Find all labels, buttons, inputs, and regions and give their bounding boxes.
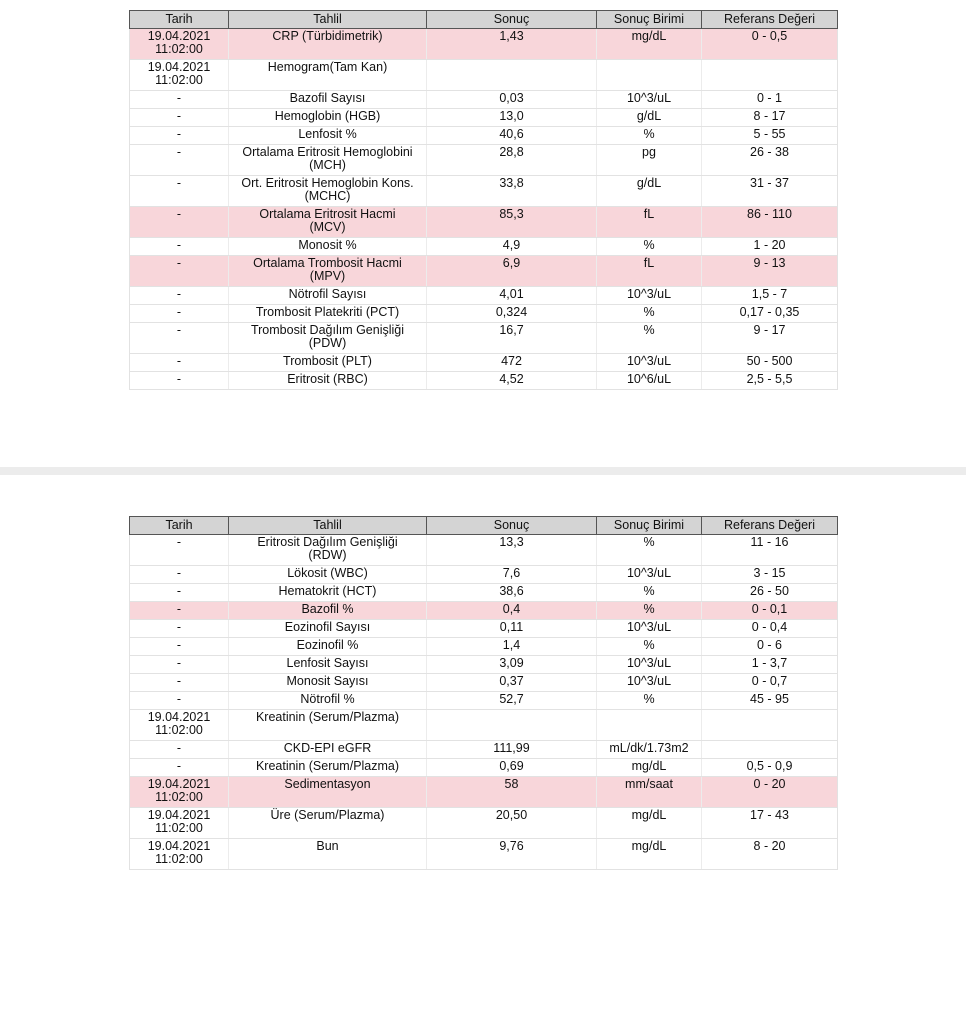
- cell-unit: 10^3/uL: [597, 620, 702, 638]
- cell-test: Hematokrit (HCT): [229, 584, 427, 602]
- lab-results-table-page-1: [129, 10, 838, 390]
- cell-reference: 0 - 0,4: [702, 620, 838, 638]
- cell-test: Ortalama Eritrosit Hemoglobini (MCH): [229, 145, 427, 176]
- cell-test: Hemogram(Tam Kan): [229, 60, 427, 91]
- cell-test: Eritrosit Dağılım Genişliği (RDW): [229, 535, 427, 566]
- cell-date: 19.04.2021 11:02:00: [130, 808, 229, 839]
- cell-date: 19.04.2021 11:02:00: [130, 839, 229, 870]
- cell-reference: 86 - 110: [702, 207, 838, 238]
- table-row: [130, 354, 838, 372]
- cell-unit: mL/dk/1.73m2: [597, 741, 702, 759]
- cell-result: 13,3: [427, 535, 597, 566]
- cell-unit: %: [597, 323, 702, 354]
- table-row-out-of-range: [130, 29, 838, 60]
- cell-test: Kreatinin (Serum/Plazma): [229, 759, 427, 777]
- header-result: Sonuç: [427, 11, 597, 29]
- cell-unit: g/dL: [597, 176, 702, 207]
- cell-result: 0,03: [427, 91, 597, 109]
- cell-date: -: [130, 372, 229, 390]
- cell-test: Bazofil %: [229, 602, 427, 620]
- cell-result: 13,0: [427, 109, 597, 127]
- cell-unit: %: [597, 127, 702, 145]
- cell-test: Lenfosit %: [229, 127, 427, 145]
- table-row: [130, 176, 838, 207]
- cell-reference: [702, 60, 838, 91]
- cell-unit: [597, 60, 702, 91]
- cell-unit: %: [597, 602, 702, 620]
- table-row: [130, 535, 838, 566]
- cell-result: 4,52: [427, 372, 597, 390]
- cell-result: 58: [427, 777, 597, 808]
- cell-unit: 10^3/uL: [597, 674, 702, 692]
- cell-unit: %: [597, 692, 702, 710]
- cell-reference: 5 - 55: [702, 127, 838, 145]
- cell-reference: 9 - 17: [702, 323, 838, 354]
- cell-reference: 1 - 3,7: [702, 656, 838, 674]
- header-result: Sonuç: [427, 517, 597, 535]
- cell-result: 1,43: [427, 29, 597, 60]
- cell-result: 0,37: [427, 674, 597, 692]
- table-row: [130, 305, 838, 323]
- cell-date: -: [130, 656, 229, 674]
- cell-test: Bun: [229, 839, 427, 870]
- cell-unit: 10^3/uL: [597, 91, 702, 109]
- table-row-out-of-range: [130, 256, 838, 287]
- cell-unit: fL: [597, 256, 702, 287]
- table-row: [130, 372, 838, 390]
- cell-reference: 0 - 20: [702, 777, 838, 808]
- cell-reference: 1,5 - 7: [702, 287, 838, 305]
- cell-result: 40,6: [427, 127, 597, 145]
- table-row-out-of-range: [130, 207, 838, 238]
- cell-reference: 9 - 13: [702, 256, 838, 287]
- cell-result: 0,4: [427, 602, 597, 620]
- header-unit: Sonuç Birimi: [597, 11, 702, 29]
- cell-test: Eritrosit (RBC): [229, 372, 427, 390]
- cell-unit: 10^3/uL: [597, 287, 702, 305]
- cell-result: 16,7: [427, 323, 597, 354]
- cell-unit: [597, 710, 702, 741]
- cell-date: -: [130, 127, 229, 145]
- cell-unit: 10^3/uL: [597, 656, 702, 674]
- cell-result: 4,9: [427, 238, 597, 256]
- table-row: [130, 620, 838, 638]
- header-test: Tahlil: [229, 11, 427, 29]
- cell-unit: %: [597, 638, 702, 656]
- cell-date: -: [130, 674, 229, 692]
- cell-unit: mg/dL: [597, 29, 702, 60]
- cell-result: 9,76: [427, 839, 597, 870]
- cell-reference: 0 - 0,5: [702, 29, 838, 60]
- cell-reference: 0,5 - 0,9: [702, 759, 838, 777]
- cell-test: CRP (Türbidimetrik): [229, 29, 427, 60]
- cell-test: Trombosit Platekriti (PCT): [229, 305, 427, 323]
- cell-reference: 0 - 6: [702, 638, 838, 656]
- cell-unit: g/dL: [597, 109, 702, 127]
- cell-reference: 0 - 0,7: [702, 674, 838, 692]
- header-unit: Sonuç Birimi: [597, 517, 702, 535]
- cell-date: 19.04.2021 11:02:00: [130, 29, 229, 60]
- table-row: [130, 238, 838, 256]
- header-reference: Referans Değeri: [702, 517, 838, 535]
- table-row: [130, 145, 838, 176]
- cell-date: -: [130, 207, 229, 238]
- cell-result: 6,9: [427, 256, 597, 287]
- cell-unit: mm/saat: [597, 777, 702, 808]
- table-row: [130, 566, 838, 584]
- cell-date: -: [130, 323, 229, 354]
- cell-test: Hemoglobin (HGB): [229, 109, 427, 127]
- header-date: Tarih: [130, 517, 229, 535]
- cell-reference: 0,17 - 0,35: [702, 305, 838, 323]
- page-divider: [0, 467, 966, 475]
- table-row: [130, 692, 838, 710]
- cell-test: Eozinofil Sayısı: [229, 620, 427, 638]
- cell-reference: 3 - 15: [702, 566, 838, 584]
- cell-result: 3,09: [427, 656, 597, 674]
- cell-reference: [702, 741, 838, 759]
- cell-reference: 8 - 20: [702, 839, 838, 870]
- cell-reference: 0 - 0,1: [702, 602, 838, 620]
- cell-result: [427, 60, 597, 91]
- cell-date: 19.04.2021 11:02:00: [130, 710, 229, 741]
- cell-test: Ort. Eritrosit Hemoglobin Kons. (MCHC): [229, 176, 427, 207]
- table-body: [130, 29, 838, 390]
- cell-result: 28,8: [427, 145, 597, 176]
- cell-date: -: [130, 145, 229, 176]
- cell-reference: [702, 710, 838, 741]
- cell-test: Üre (Serum/Plazma): [229, 808, 427, 839]
- cell-date: -: [130, 256, 229, 287]
- cell-date: -: [130, 759, 229, 777]
- cell-date: -: [130, 91, 229, 109]
- cell-reference: 8 - 17: [702, 109, 838, 127]
- table-row: [130, 287, 838, 305]
- cell-reference: 26 - 50: [702, 584, 838, 602]
- cell-test: CKD-EPI eGFR: [229, 741, 427, 759]
- cell-result: 20,50: [427, 808, 597, 839]
- cell-date: -: [130, 692, 229, 710]
- cell-date: 19.04.2021 11:02:00: [130, 60, 229, 91]
- cell-date: 19.04.2021 11:02:00: [130, 777, 229, 808]
- cell-unit: 10^3/uL: [597, 566, 702, 584]
- cell-unit: mg/dL: [597, 808, 702, 839]
- cell-date: -: [130, 566, 229, 584]
- cell-result: 0,324: [427, 305, 597, 323]
- cell-test: Eozinofil %: [229, 638, 427, 656]
- cell-test: Monosit Sayısı: [229, 674, 427, 692]
- table-row-out-of-range: [130, 777, 838, 808]
- table-row: [130, 91, 838, 109]
- cell-result: 0,69: [427, 759, 597, 777]
- cell-reference: 45 - 95: [702, 692, 838, 710]
- cell-unit: 10^6/uL: [597, 372, 702, 390]
- cell-date: -: [130, 584, 229, 602]
- table-row: [130, 109, 838, 127]
- table-row: [130, 584, 838, 602]
- cell-result: 1,4: [427, 638, 597, 656]
- cell-date: -: [130, 176, 229, 207]
- cell-test: Trombosit (PLT): [229, 354, 427, 372]
- table-row: [130, 638, 838, 656]
- lab-results-table-page-2: [129, 516, 838, 870]
- cell-reference: 0 - 1: [702, 91, 838, 109]
- cell-result: 0,11: [427, 620, 597, 638]
- cell-unit: %: [597, 238, 702, 256]
- table-body: [130, 535, 838, 870]
- cell-test: Ortalama Trombosit Hacmi (MPV): [229, 256, 427, 287]
- table-row: [130, 839, 838, 870]
- cell-date: -: [130, 741, 229, 759]
- cell-date: -: [130, 305, 229, 323]
- cell-result: 111,99: [427, 741, 597, 759]
- cell-unit: fL: [597, 207, 702, 238]
- cell-result: 38,6: [427, 584, 597, 602]
- cell-result: [427, 710, 597, 741]
- cell-reference: 11 - 16: [702, 535, 838, 566]
- table-row: [130, 710, 838, 741]
- cell-test: Trombosit Dağılım Genişliği (PDW): [229, 323, 427, 354]
- cell-reference: 31 - 37: [702, 176, 838, 207]
- table-row-out-of-range: [130, 602, 838, 620]
- cell-result: 472: [427, 354, 597, 372]
- cell-test: Nötrofil %: [229, 692, 427, 710]
- cell-test: Ortalama Eritrosit Hacmi (MCV): [229, 207, 427, 238]
- table-header-row: [130, 11, 838, 29]
- cell-result: 52,7: [427, 692, 597, 710]
- cell-result: 33,8: [427, 176, 597, 207]
- cell-result: 4,01: [427, 287, 597, 305]
- cell-unit: mg/dL: [597, 839, 702, 870]
- cell-unit: 10^3/uL: [597, 354, 702, 372]
- table-row: [130, 759, 838, 777]
- cell-date: -: [130, 354, 229, 372]
- cell-unit: pg: [597, 145, 702, 176]
- cell-result: 7,6: [427, 566, 597, 584]
- table-row: [130, 674, 838, 692]
- cell-date: -: [130, 287, 229, 305]
- cell-date: -: [130, 238, 229, 256]
- header-test: Tahlil: [229, 517, 427, 535]
- cell-reference: 17 - 43: [702, 808, 838, 839]
- cell-test: Monosit %: [229, 238, 427, 256]
- table-row: [130, 741, 838, 759]
- table-row: [130, 323, 838, 354]
- cell-test: Lenfosit Sayısı: [229, 656, 427, 674]
- header-date: Tarih: [130, 11, 229, 29]
- table-row: [130, 60, 838, 91]
- cell-date: -: [130, 602, 229, 620]
- cell-unit: %: [597, 305, 702, 323]
- table-row: [130, 656, 838, 674]
- cell-unit: %: [597, 584, 702, 602]
- cell-test: Lökosit (WBC): [229, 566, 427, 584]
- cell-result: 85,3: [427, 207, 597, 238]
- cell-date: -: [130, 535, 229, 566]
- cell-unit: %: [597, 535, 702, 566]
- cell-test: Nötrofil Sayısı: [229, 287, 427, 305]
- cell-unit: mg/dL: [597, 759, 702, 777]
- cell-reference: 26 - 38: [702, 145, 838, 176]
- cell-test: Sedimentasyon: [229, 777, 427, 808]
- header-reference: Referans Değeri: [702, 11, 838, 29]
- cell-test: Bazofil Sayısı: [229, 91, 427, 109]
- cell-date: -: [130, 109, 229, 127]
- cell-reference: 2,5 - 5,5: [702, 372, 838, 390]
- table-row: [130, 127, 838, 145]
- table-row: [130, 808, 838, 839]
- table-header-row: [130, 517, 838, 535]
- cell-reference: 50 - 500: [702, 354, 838, 372]
- cell-test: Kreatinin (Serum/Plazma): [229, 710, 427, 741]
- cell-reference: 1 - 20: [702, 238, 838, 256]
- cell-date: -: [130, 638, 229, 656]
- cell-date: -: [130, 620, 229, 638]
